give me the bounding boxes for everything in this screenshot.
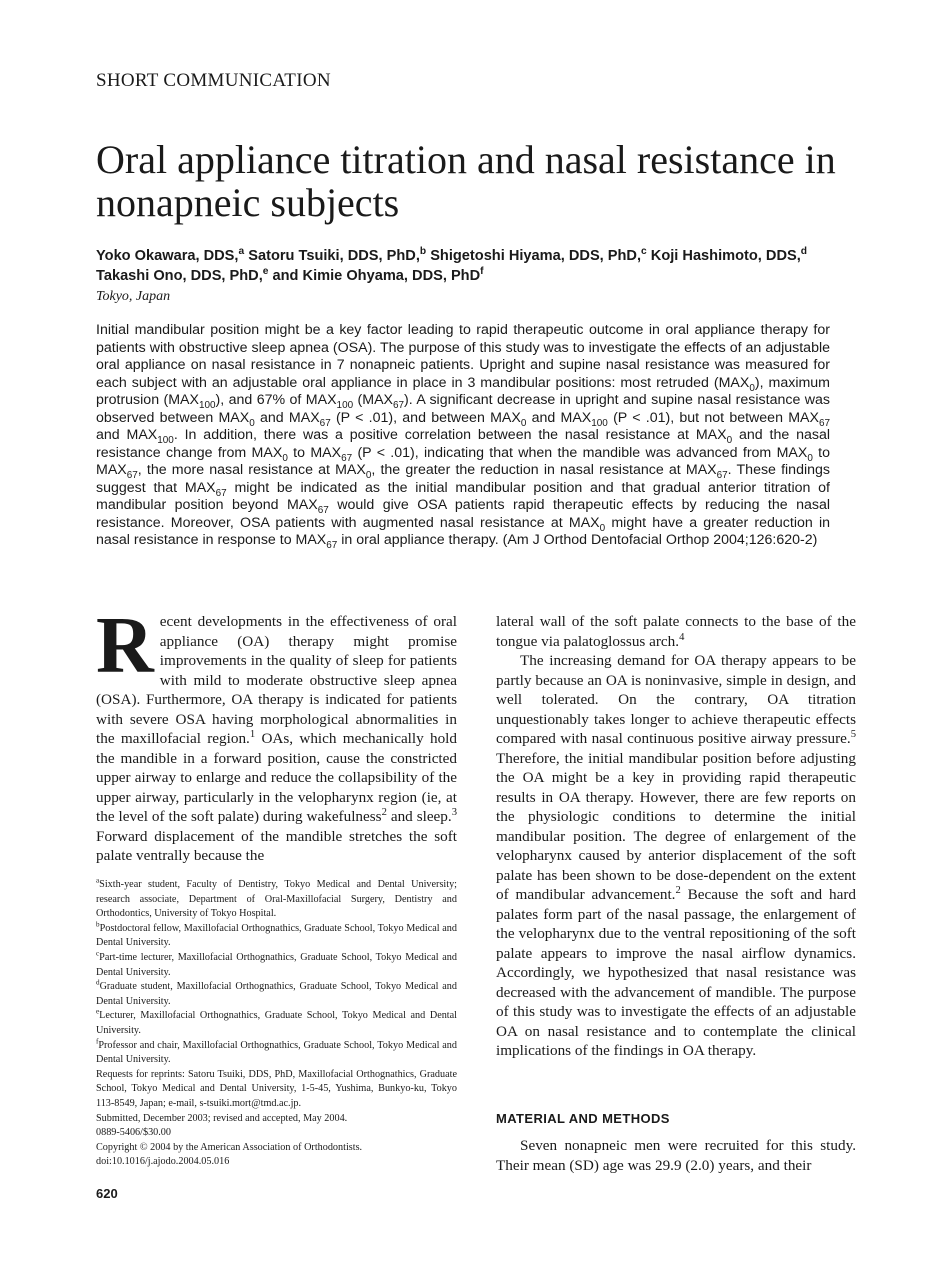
abstract-text: and MAX: [526, 409, 592, 426]
methods-paragraph: Seven nonapneic men were recruited for this study. Their mean (SD) age was 29.9 (2.0) years, and their: [496, 1137, 856, 1174]
subscript: 0: [249, 417, 255, 429]
subscript: 0: [282, 452, 288, 464]
footnotes: [96, 878, 457, 1170]
abstract-text: and MAX: [254, 409, 320, 426]
footnote-affiliation: [96, 922, 457, 951]
body-text: lateral wall of the soft palate connects to the base of the tongue via palatoglossus arch.: [496, 613, 856, 650]
abstract-text: . These findings suggest that MAX: [96, 462, 830, 496]
body-text: Because the soft and hard palates form part of the nasal passage, the enlargement of the velopharynx due to the ventral repositioning of the soft palate appears to improve the nasal airflow dynamics. Accordingly, we hypothesized that nasal resistance was decreased with the advancement of mandible. The purpose of this study was to investigate the effects of an adjustable OA on nasal resistance and to contemplate the clinical implications of the findings in OA therapy.: [496, 886, 856, 1059]
subscript: 0: [726, 434, 733, 446]
abstract-text: (P < .01), but not between MAX: [607, 409, 819, 426]
abstract-text: and MAX: [96, 427, 158, 443]
abstract-text: , the greater the reduction in nasal resistance at MAX: [371, 462, 717, 478]
citation-ref: 1: [249, 728, 256, 740]
abstract-text: and the nasal resistance change from MAX: [96, 427, 830, 461]
citation-ref: 5: [850, 728, 856, 740]
subscript: 0: [749, 382, 755, 394]
footnote-text: Professor and chair, Maxillofacial Orthognathics, Graduate School, Tokyo Medical and Dental University.: [96, 1039, 457, 1066]
submission-dates: Submitted, December 2003; revised and accepted, May 2004.: [96, 1112, 348, 1124]
issn: 0889-5406/$30.00: [96, 1127, 171, 1139]
affiliation-mark: d: [800, 246, 808, 258]
author-name: Shigetoshi Hiyama, DDS, PhD,: [430, 248, 642, 264]
body-text: ecent developments in the effectiveness of oral appliance (OA) therapy might promise improvements in the quality of sleep for patients with mild to moderate obstructive sleep apnea (OSA). Furthermore, OA therapy is indicated for patients with severe OSA having morphological abnormalities in the maxillofacial region.: [96, 613, 457, 747]
abstract-text: ). A significant decrease in upright and supine nasal resistance was observed between MAX: [96, 392, 830, 426]
abstract-text: Initial mandibular position might be a key factor leading to rapid therapeutic outcome in oral appliance therapy for patients with obstructive sleep apnea (OSA). The purpose of this study was to investigate the effects of an adjustable oral appliance on nasal resistance in 7 nonapneic patients. Upright and supine nasal resistance was measured for each subject with an adjustable oral appliance in place in 3 mandibular positions: most retruded (MAX: [96, 322, 830, 391]
abstract-text: ), maximum protrusion (MAX: [96, 374, 831, 408]
footnote-text: Sixth-year student, Faculty of Dentistry, Tokyo Medical and Dental University; research associate, Department of Oral-Maxillofacial Surgery, Dentistry and Orthodontics, University of Tokyo Hospital.: [96, 879, 457, 920]
subscript: 67: [317, 504, 329, 516]
subscript: 0: [807, 452, 813, 464]
subscript: 0: [365, 469, 372, 481]
intro-paragraph: [96, 602, 458, 866]
subscript: 100: [336, 399, 354, 411]
footnote-text: Lecturer, Maxillofacial Orthognathics, Graduate School, Tokyo Medical and Dental University.: [96, 1010, 457, 1036]
footnote-affiliation: [96, 878, 457, 922]
body-column-right: [496, 612, 856, 1061]
abstract-text: to MAX: [287, 444, 342, 461]
citation-ref: 2: [381, 806, 387, 818]
citation-ref: 4: [679, 631, 685, 643]
abstract-text: in oral appliance therapy. (Am J Orthod Dentofacial Orthop 2004;126:620-2): [337, 532, 818, 548]
subscript: 67: [126, 469, 138, 481]
footnote-affiliation: [96, 1039, 457, 1068]
author-name: and Kimie Ohyama, DDS, PhD: [272, 268, 481, 284]
affiliation-mark: e: [96, 1007, 100, 1016]
citation-ref: 2: [675, 884, 681, 896]
abstract-text: (P < .01), and between MAX: [330, 409, 521, 426]
abstract-text: ), and 67% of MAX: [215, 392, 337, 408]
footnote-affiliation: [96, 951, 457, 980]
footnote-text: Part-time lecturer, Maxillofacial Orthognathics, Graduate School, Tokyo Medical and Dental University.: [96, 951, 457, 978]
subscript: 67: [319, 417, 331, 429]
reprint-request: Requests for reprints: Satoru Tsuiki, DDS, PhD, Maxillofacial Orthognathics, Graduate School, Tokyo Medical and Dental University, 1-5-45, Yushima, Bunkyo-ku, Tokyo 113-8549, Japan; e-mail, s-tsuiki.mort@tmd.ac.jp.: [96, 1068, 457, 1109]
abstract-text: might have a greater reduction in nasal resistance in response to MAX: [96, 514, 831, 548]
footnote-affiliation: [96, 980, 457, 1009]
affiliation-mark: d: [96, 978, 100, 987]
affiliation-mark: a: [238, 246, 245, 258]
affiliation-mark: c: [641, 246, 647, 258]
affiliation-mark: f: [96, 1037, 99, 1046]
author-name: Takashi Ono, DDS, PhD,: [96, 268, 263, 284]
subscript: 0: [520, 417, 527, 429]
abstract-text: . In addition, there was a positive correlation between the nasal resistance at MAX: [173, 427, 727, 443]
body-text: The increasing demand for OA therapy appears to be partly because an OA is noninvasive, simple in design, and well tolerated. On the contrary, OA titration unquestionably takes longer to achieve therapeutic effects compared with nasal continuous positive airway pressure.: [496, 652, 856, 747]
body-paragraph: [496, 651, 856, 1061]
body-text: Therefore, the initial mandibular position before adjusting the OA might be a key in providing rapid therapeutic results in OA therapy. However, there are few reports on the physiologic conditions to determine the initial mandibular position. The degree of enlargement of the velopharynx caused by anterior displacement of the soft palate has been shown to be dose-dependent on the extent of mandibular advancement.: [496, 749, 856, 903]
section-heading-methods: MATERIAL AND METHODS: [496, 1111, 670, 1126]
copyright: Copyright © 2004 by the American Association of Orthodontists.: [96, 1141, 363, 1153]
author-name: Yoko Okawara, DDS,: [96, 248, 239, 264]
affiliation-mark: b: [419, 246, 427, 258]
subscript: 67: [341, 452, 353, 464]
footnote-text: Graduate student, Maxillofacial Orthognathics, Graduate School, Tokyo Medical and Dental University.: [96, 981, 457, 1007]
abstract-text: might be indicated as the initial mandibular position and that gradual anterior titration of mandibular position beyond MAX: [96, 479, 830, 513]
body-text: OAs, which mechanically hold the mandible in a forward position, cause the constricted upper airway to enlarge and reduce the collapsibility of the upper airway, particularly in the velopharynx region (ie, at the level of the soft palate) during wakefulness: [96, 730, 457, 825]
subscript: 0: [599, 522, 606, 534]
subscript: 67: [215, 487, 227, 499]
article-title: Oral appliance titration and nasal resistance in nonapneic subjects: [96, 137, 836, 225]
abstract-text: to MAX: [96, 444, 831, 478]
dropcap: R: [96, 602, 154, 690]
footnote-text: Postdoctoral fellow, Maxillofacial Orthognathics, Graduate School, Tokyo Medical and Dental University.: [96, 922, 457, 949]
affiliation-mark: c: [96, 949, 100, 958]
subscript: 67: [326, 539, 338, 551]
abstract-text: (MAX: [353, 392, 393, 408]
abstract-text: , the more nasal resistance at MAX: [137, 462, 366, 478]
author-list: [96, 246, 856, 286]
author-name: Koji Hashimoto, DDS,: [650, 248, 801, 264]
body-text: and sleep.: [386, 808, 452, 825]
body-text: Forward displacement of the mandible stretches the soft palate ventrally because the: [96, 827, 457, 864]
subscript: 100: [157, 434, 174, 446]
affiliation-mark: b: [96, 920, 100, 929]
subscript: 67: [716, 469, 728, 481]
doi: doi:10.1016/j.ajodo.2004.05.016: [96, 1156, 230, 1168]
author-name: Satoru Tsuiki, DDS, PhD,: [248, 248, 420, 264]
subscript: 67: [818, 417, 830, 429]
body-column-left: [96, 602, 458, 866]
footnote-affiliation: [96, 1009, 457, 1038]
affiliation-mark: a: [96, 876, 100, 885]
continued-paragraph: [496, 612, 856, 651]
abstract-text: (P < .01), indicating that when the mandible was advanced from MAX: [352, 444, 808, 461]
subscript: 100: [198, 399, 216, 411]
subscript: 100: [591, 417, 608, 429]
section-label: SHORT COMMUNICATION: [96, 70, 331, 91]
author-location: Tokyo, Japan: [96, 289, 171, 304]
subscript: 67: [393, 399, 405, 411]
affiliation-mark: f: [480, 266, 484, 278]
page-number: 620: [96, 1186, 118, 1201]
affiliation-mark: e: [262, 266, 269, 278]
abstract: [96, 322, 830, 550]
citation-ref: 3: [451, 806, 458, 818]
abstract-text: would give OSA patients rapid therapeutic effects by reducing the nasal resistance. Moreover, OSA patients with augmented nasal resistance at MAX: [96, 497, 830, 531]
